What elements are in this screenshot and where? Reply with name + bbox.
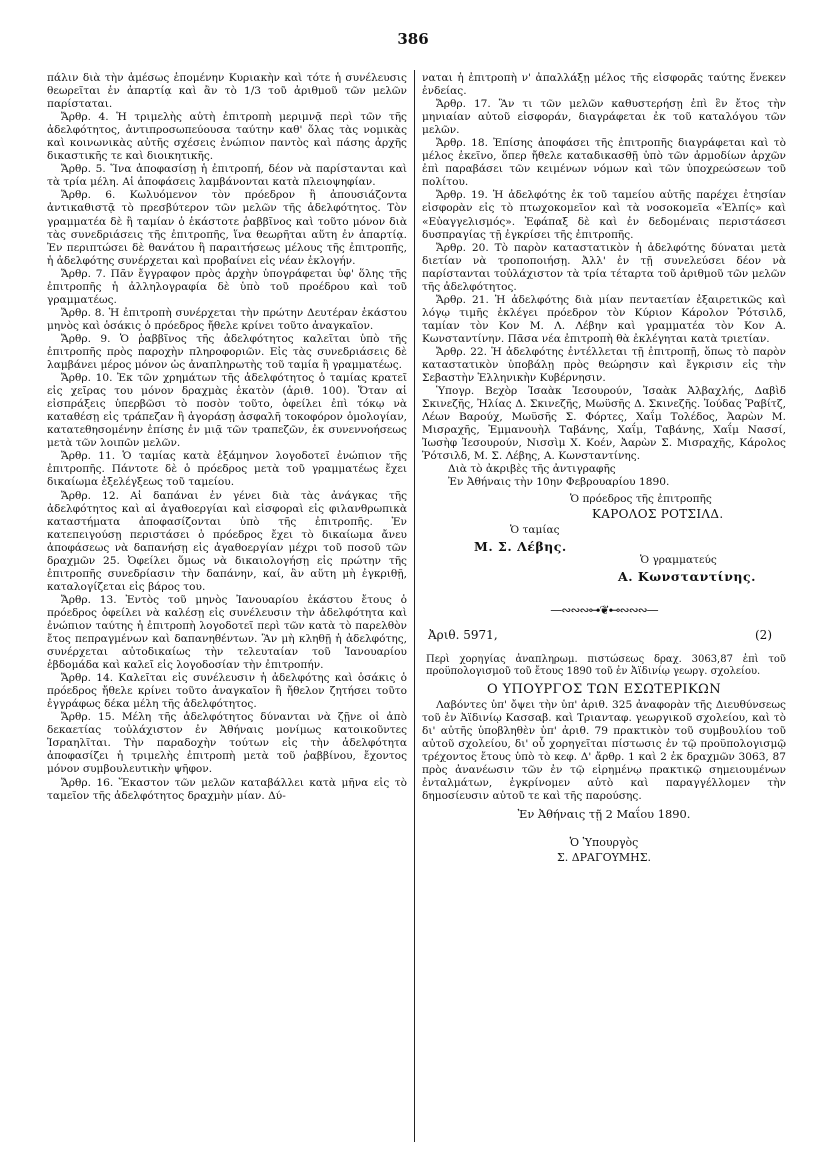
article-8: Ἄρθρ. 8. Ἡ ἐπιτροπὴ συνέρχεται τὴν πρώτην Δευτέραν ἑκάστου μηνὸς καὶ ὁσάκις ὁ πρόεδρος ἤθελε κρίνει τοῦτο ἀναγκαῖον. — [47, 306, 407, 332]
page-number: 386 — [397, 30, 429, 48]
article-5: Ἄρθρ. 5. Ἵνα ἀποφασίσῃ ἡ ἐπιτροπή, δέον νὰ παρίστανται καὶ τὰ τρία μέλη. Αἱ ἀποφάσεις λαμβάνονται κατὰ πλειοψηφίαν. — [47, 163, 407, 189]
article-17: Ἄρθρ. 17. Ἂν τι τῶν μελῶν καθυστερήσῃ ἐπὶ ἓν ἔτος τὴν μηνιαίαν αὐτοῦ εἰσφοράν, διαγράφεται ἐκ τοῦ καταλόγου τῶν μελῶν. — [422, 98, 786, 137]
article-19: Ἄρθρ. 19. Ἡ ἀδελφότης ἐκ τοῦ ταμείου αὐτῆς παρέχει ἐτησίαν εἰσφορὰν εἰς τὸ πτωχοκομεῖον καὶ τὰ νοσοκομεῖα «Ἐλπίς» καὶ «Εὐαγγελισμός». Ἐφάπαξ δὲ καὶ ἐν δεδομέναις περιστάσεσι δυσπραγίας τῇ ἐγκρίσει τῆς ἐπιτροπῆς. — [422, 189, 786, 241]
article-16: Ἄρθρ. 16. Ἕκαστον τῶν μελῶν καταβάλλει κατὰ μῆνα εἰς τὸ ταμεῖον τῆς ἀδελφότητος δραχμὴν μίαν. Δύ- — [47, 776, 407, 802]
article-6: Ἄρθρ. 6. Κωλυόμενον τὸν πρόεδρον ἢ ἀπουσιάζοντα ἀντικαθιστᾷ τὸ πρεσβύτερον τῶν μελῶν τῆς ἀδελφότητος. Τὸν γραμματέα δὲ ἢ ταμίαν ὁ ἑκάστοτε ῥαββῖνος καὶ τοῦτο μόνον διὰ τὰς συνεδριάσεις τῆς ἐπιτροπῆς, ἵνα θεωρῆται αὕτη ἐν ἀπαρτίᾳ. Ἐν περιπτώσει δὲ θανάτου ἢ παραιτήσεως μέλους τῆς ἐπιτροπῆς, ἡ ἀδελφότης συνέρχεται καὶ προβαίνει εἰς νέαν ἐκλογήν. — [47, 189, 407, 267]
minister-name: Σ. ΔΡΑΓΟΥΜΗΣ. — [556, 851, 652, 865]
president-title: Ὁ πρόεδρος τῆς ἐπιτροπῆς — [570, 492, 712, 505]
article-12: Ἄρθρ. 12. Αἱ δαπάναι ἐν γένει διὰ τὰς ἀνάγκας τῆς ἀδελφότητος καὶ αἱ ἀγαθοεργίαι καὶ εἰσφοραὶ εἰς φιλανθρωπικὰ καταστήματα ἀποφασίζονται ὑπὸ τῆς ἐπιτροπῆς. Ἐν κατεπειγούσῃ περιστάσει ὁ πρόεδρος ἔχει τὸ δικαίωμα ἄνευ ἀποφάσεως νὰ δαπανήσῃ εἰς ἀγαθοεργίαν μέχρι τοῦ ποσοῦ τῶν δραχμῶν 25. Ὀφείλει ὅμως νὰ δικαιολογήσῃ εἰς πρώτην τῆς ἐπιτροπῆς συνεδρίασιν τὴν δαπάνην, καί, ἂν αὕτη μὴ ἐγκριθῇ, καταλογίζεται εἰς βάρος του. — [47, 489, 407, 593]
column-divider — [414, 70, 415, 1142]
ornament-divider: —∾∾∾⊶❦⊷∾∾∾— — [550, 602, 658, 617]
right-column — [422, 72, 786, 865]
president-name: ΚΑΡΟΛΟΣ ΡΟΤΣΙΛΔ. — [592, 506, 724, 521]
minister-title: Ὁ Ὑπουργὸς — [569, 836, 639, 850]
decree-number-row — [422, 629, 786, 642]
minister-signature — [422, 835, 786, 865]
article-13: Ἄρθρ. 13. Ἐντὸς τοῦ μηνὸς Ἰανουαρίου ἑκάστου ἔτους ὁ πρόεδρος ὀφείλει νὰ καλέσῃ εἰς συνέλευσιν τὴν ἀδελφότητα καὶ ἐνώπιον ταύτης ἡ ἐπιτροπὴ λογοδοτεῖ περὶ τῶν κατὰ τὸ παρελθὸν ἔτος πεπραγμένων καὶ δαπανηθέντων. Ἂν μὴ κληθῇ ἡ ἀδελφότης, συνέρχεται αὐτοδικαίως τὴν τελευταίαν τοῦ Ἰανουαρίου ἑβδομάδα καὶ καλεῖ εἰς λογοδοσίαν τὴν ἐπιτροπήν. — [47, 593, 407, 672]
decree-subject: Περὶ χορηγίας ἀναπληρωμ. πιστώσεως δραχ. 3063,87 ἐπὶ τοῦ προϋπολογισμοῦ τοῦ ἔτους 1890 τοῦ ἐν Ἀϊδινίῳ γεωργ. σχολείου. — [426, 653, 786, 678]
article-22: Ἄρθρ. 22. Ἡ ἀδελφότης ἐντέλλεται τῇ ἐπιτροπῇ, ὅπως τὸ παρὸν καταστατικὸν ὑποβάλῃ πρὸς θεώρησιν καὶ ἔγκρισιν εἰς τὴν Σεβαστὴν Ἑλληνικὴν Κυβέρνησιν. — [422, 345, 786, 385]
decree-heading: Ο ΥΠΟΥΡΓΟΣ ΤΩΝ ΕΣΩΤΕΡΙΚΩΝ — [486, 681, 722, 697]
decree-date: Ἐν Ἀθήναις τῇ 2 Μαΐου 1890. — [517, 807, 691, 822]
decree-body: Λαβόντες ὑπ' ὄψει τὴν ὑπ' ἀριθ. 325 ἀναφορὰν τῆς Διευθύνσεως τοῦ ἐν Ἀϊδινίῳ Κασσαβ. καὶ Τριανταφ. γεωργικοῦ σχολείου, καὶ τὸ δι' αὐτῆς ὑποβληθὲν ὑπ' ἀριθ. 79 πρακτικὸν τοῦ συμβουλίου τοῦ αὐτοῦ σχολείου, δι' οὗ χορηγεῖται πίστωσις ἐν τῷ προϋπολογισμῷ τρέχοντος ἔτους ὑπὸ τὸ κεφ. Δ' ἄρθρ. 1 καὶ 2 ἐκ δραχμῶν 3063, 87 πρὸς ἀνανέωσιν τῶν ἐν τῷ εἰρημένῳ πρακτικῷ σημειουμένων ἐνταλμάτων, ἐγκρίνομεν αὐτὸ καὶ παραγγέλλομεν τὴν δημοσίευσιν αὐτοῦ τε καὶ τῆς παρούσης. — [422, 698, 786, 802]
article-21: Ἄρθρ. 21. Ἡ ἀδελφότης διὰ μίαν πενταετίαν ἐξαιρετικῶς καὶ λόγῳ τιμῆς ἐκλέγει πρόεδρον τὸν Κύριον Κάρολον Ῥότσιλδ, ταμίαν τὸν Κον Μ. Λ. Λέβην καὶ γραμματέα τὸν Κον Α. Κωνσταντίνην. Πᾶσα νέα ἐπιτροπὴ θὰ ἐκλέγηται κατὰ τριετίαν. — [422, 293, 786, 345]
article-11: Ἄρθρ. 11. Ὁ ταμίας κατὰ ἑξάμηνον λογοδοτεῖ ἐνώπιον τῆς ἐπιτροπῆς. Πάντοτε δὲ ὁ πρόεδρος μετὰ τοῦ γραμματέως ἔχει δικαίωμα ἐξελέγξεως τοῦ ταμείου. — [47, 450, 407, 489]
treasurer-title: Ὁ ταμίας — [510, 523, 560, 536]
signatories-list: Ὑπογρ. Βεχὸρ Ἰσαὰκ Ἰεσουρούν, Ἰσαὰκ Ἀλβαχλής, Δαβὶδ Σκινεζῆς, Ἠλίας Δ. Σκινεζῆς, Μωϋσῆς Δ. Σκινεζῆς. Ἰούδας Ῥαβίτζ, Λέων Βαρούχ, Μωϋσῆς Σ. Φόρτες, Χαΐμ Τολέδος, Ἀαρὼν Μ. Μισραχῆς, Ἐμμανουὴλ Ταβάνης, Χαΐμ, Ταβάνης, Χαΐμ Νασσί, Ἰωσὴφ Ἰεσουρούν, Νισσὶμ Χ. Κοέν, Ἀαρὼν Σ. Μισραχῆς, Κάρολος Ῥότσιλδ, Μ. Σ. Λέβης, Α. Κωνσταντίνης. — [422, 385, 786, 463]
article-15: Ἄρθρ. 15. Μέλη τῆς ἀδελφότητος δύνανται νὰ ζῇνε οἱ ἀπὸ δεκαετίας τοὐλάχιστον ἐν Ἀθήναις μονίμως κατοικοῦντες Ἰσραηλῖται. Τὴν παραδοχὴν τούτων εἰς τὴν ἀδελφότητα ἀποφασίζει ἡ τριμελὴς ἐπιτροπὴ μετὰ τοῦ ῥαββίνου, ἔχοντος μόνον συμβουλευτικὴν ψῆφον. — [47, 711, 407, 776]
treasurer-name: Μ. Σ. Λέβης. — [474, 538, 567, 554]
article-18: Ἄρθρ. 18. Ἐπίσης ἀποφάσει τῆς ἐπιτροπῆς διαγράφεται καὶ τὸ μέλος ἐκεῖνο, ὅπερ ἤθελε καταδικασθῇ ὑπὸ τῶν ἁρμοδίων ἀρχῶν ἐπὶ παραβάσει τῶν κειμένων νόμων καὶ τῶν ὑποχρεώσεων τοῦ πολίτου. — [422, 137, 786, 189]
article-9: Ἄρθρ. 9. Ὁ ῥαββῖνος τῆς ἀδελφότητος καλεῖται ὑπὸ τῆς ἐπιτροπῆς πρὸς παροχὴν πληροφοριῶν. Εἰς τὰς συνεδριάσεις δὲ λαμβάνει μέρος μόνον ὡς ἀναπληρωτὴς τοῦ ταμία ἢ γραμματέως. — [47, 332, 407, 372]
article-20: Ἄρθρ. 20. Τὸ παρὸν καταστατικὸν ἡ ἀδελφότης δύναται μετὰ διετίαν νὰ τροποποιήσῃ. Ἀλλ' ἐν τῇ συνελεύσει δέον νὰ παρίστανται τοὐλάχιστον τὰ τρία τέταρτα τοῦ ἀριθμοῦ τῶν μελῶν τῆς ἀδελφότητος. — [422, 241, 786, 293]
left-column — [47, 72, 407, 803]
decree-number: Ἀριθ. 5971, — [428, 627, 498, 642]
signature-block — [422, 490, 786, 596]
copy-date: Ἐν Ἀθήναις τὴν 10ην Φεβρουαρίου 1890. — [448, 476, 670, 489]
article-4: Ἄρθρ. 4. Ἡ τριμελὴς αὐτὴ ἐπιτροπὴ μεριμνᾷ περὶ τῶν τῆς ἀδελφότητος, ἀντιπροσωπεύουσα ταύτην καθ' ὅλας τὰς νομικὰς καὶ κοινωνικὰς αὐτῆς σχέσεις ἐνώπιον παντὸς καὶ πάσης ἀρχῆς δικαστικῆς τε καὶ διοικητικῆς. — [47, 111, 407, 163]
article-7: Ἄρθρ. 7. Πᾶν ἔγγραφον πρὸς ἀρχὴν ὑπογράφεται ὑφ' ὅλης τῆς ἐπιτροπῆς ἡ ἀλληλογραφία δὲ ὑπὸ τοῦ προέδρου καὶ τοῦ γραμματέως. — [47, 267, 407, 306]
paragraph-continuation: ναται ἡ ἐπιτροπὴ ν' ἀπαλλάξῃ μέλος τῆς εἰσφορᾶς ταύτης ἕνεκεν ἐνδείας. — [422, 72, 786, 98]
secretary-title: Ὁ γραμματεύς — [640, 553, 717, 566]
article-10: Ἄρθρ. 10. Ἐκ τῶν χρημάτων τῆς ἀδελφότητος ὁ ταμίας κρατεῖ εἰς χεῖρας του μόνον δραχμὰς ἑκατὸν (ἀριθ. 100). Ὅταν αἱ εἰσπράξεις ὑπερβῶσι τὸ ποσὸν τοῦτο, ὀφείλει ἐπὶ τόκῳ νὰ καταθέσῃ εἰς τράπεζαν ἢ ἀγοράσῃ ἀσφαλῆ τοκοφόρον ὁμολογίαν, κατατεθησομένην ἐπίσης ἐν μιᾷ τῶν τραπεζῶν, ἐκ συνεννοήσεως μετὰ τῶν λοιπῶν μελῶν. — [47, 372, 407, 450]
secretary-name: Α. Κωνσταντίνης. — [618, 568, 756, 584]
paragraph: πάλιν διὰ τὴν ἀμέσως ἑπομένην Κυριακὴν καὶ τότε ἡ συνέλευσις θεωρεῖται ἐν ἀπαρτίᾳ καὶ ἂν τὸ 1/3 τοῦ ἀριθμοῦ τῶν μελῶν παρίσταται. — [47, 72, 407, 111]
article-14: Ἄρθρ. 14. Καλεῖται εἰς συνέλευσιν ἡ ἀδελφότης καὶ ὁσάκις ὁ πρόεδρος ἤθελε κρίνει τοῦτο ἀναγκαῖον ἢ ἤθελον ζητήσει τοῦτο ἐγγράφως δέκα μέλη τῆς ἀδελφότητος. — [47, 672, 407, 711]
decree-index: (2) — [755, 627, 772, 642]
copy-note: Διὰ τὸ ἀκριβὲς τῆς ἀντιγραφῆς — [448, 463, 616, 476]
